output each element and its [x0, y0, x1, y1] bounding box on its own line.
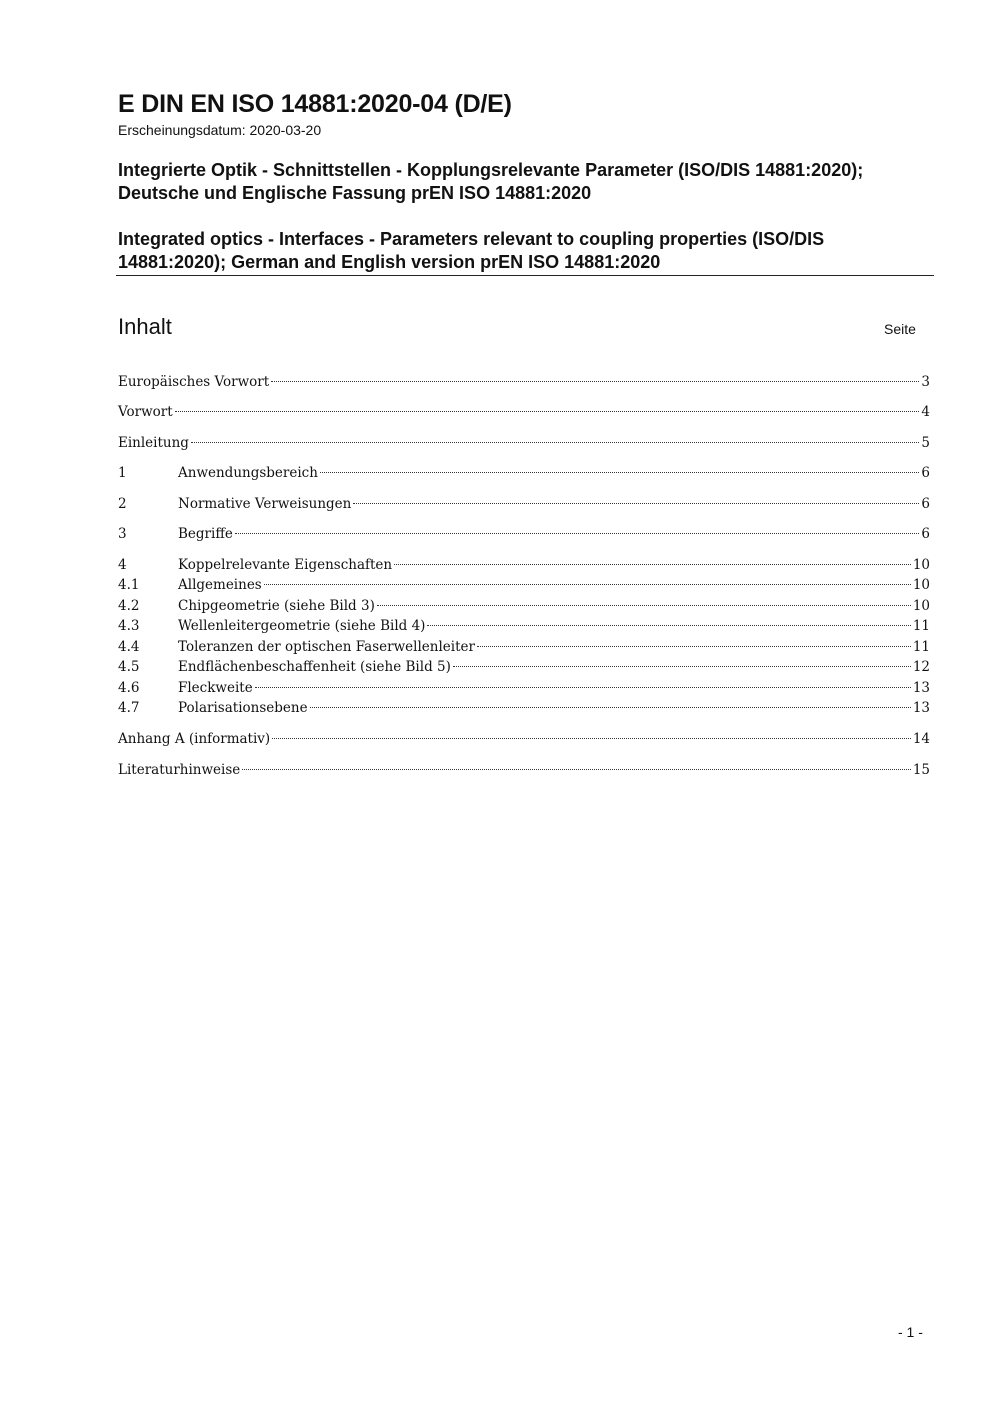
toc-entry-title: Polarisationsebene: [178, 700, 308, 716]
toc-dot-leader: [264, 583, 911, 585]
toc-entry-title: Einleitung: [118, 435, 189, 451]
toc-heading: Inhalt: [118, 314, 172, 339]
toc-dot-leader: [242, 768, 911, 770]
toc-dot-leader: [353, 502, 919, 504]
toc-entry-title: Chipgeometrie (siehe Bild 3): [178, 598, 375, 614]
title-english: Integrated optics - Interfaces - Parameters relevant to coupling properties (ISO/DIS 14881:2020); German and English version prEN ISO 14881:2020: [118, 229, 825, 272]
toc-entry-title: Allgemeines: [178, 577, 262, 593]
toc-entry[interactable]: [118, 657, 930, 677]
toc-entry-page: 11: [912, 639, 930, 655]
toc-dot-leader: [272, 737, 911, 739]
toc-page-column-label: Seite: [884, 321, 916, 337]
toc-entry-title: Anhang A (informativ): [118, 731, 271, 747]
toc-entry-page: 15: [912, 762, 930, 778]
toc-entry[interactable]: [118, 494, 930, 514]
toc-entry-title: Toleranzen der optischen Faserwellenleiter: [178, 639, 475, 655]
toc-entry-page: 6: [921, 526, 930, 542]
toc-entry[interactable]: [118, 524, 930, 544]
toc-entry[interactable]: [118, 402, 930, 422]
toc-entry-number: 4.3: [118, 618, 140, 634]
toc-entry-page: 10: [912, 557, 930, 573]
toc-entry-title: Normative Verweisungen: [178, 496, 352, 512]
toc-entry-page: 10: [912, 577, 930, 593]
toc-dot-leader: [271, 380, 919, 382]
toc-entry-number: 4.1: [118, 577, 140, 593]
toc-entry[interactable]: [118, 678, 930, 698]
document-id: E DIN EN ISO 14881:2020-04 (D/E): [118, 90, 512, 118]
footer-page-number: - 1 -: [898, 1324, 923, 1340]
toc-dot-leader: [310, 706, 911, 708]
toc-entry-number: 3: [118, 526, 127, 542]
toc-dot-leader: [191, 441, 919, 443]
toc-entry[interactable]: [118, 760, 930, 780]
toc-entry-title: Europäisches Vorwort: [118, 374, 270, 390]
toc-entry-page: 13: [912, 680, 930, 696]
toc-entry-number: 1: [118, 465, 127, 481]
toc-entry[interactable]: [118, 698, 930, 718]
toc-entry-page: 14: [912, 731, 930, 747]
toc-entry-title: Anwendungsbereich: [178, 465, 318, 481]
toc-entry-page: 3: [921, 374, 930, 390]
toc-entry-page: 5: [921, 435, 930, 451]
toc-entry-page: 6: [921, 496, 930, 512]
toc-dot-leader: [477, 645, 911, 647]
toc-entry[interactable]: [118, 372, 930, 392]
header-divider: [116, 275, 934, 276]
publication-date: Erscheinungsdatum: 2020-03-20: [118, 122, 322, 138]
toc-dot-leader: [453, 665, 911, 667]
toc-entry[interactable]: [118, 433, 930, 453]
toc-dot-leader: [175, 410, 920, 412]
toc-dot-leader: [255, 686, 911, 688]
toc-entry[interactable]: [118, 616, 930, 636]
title-german: Integrierte Optik - Schnittstellen - Kopplungsrelevante Parameter (ISO/DIS 14881:2020); Deutsche und Englische Fassung prEN ISO 14881:2020: [118, 160, 864, 203]
toc-dot-leader: [320, 471, 919, 473]
toc-entry-number: 4.2: [118, 598, 140, 614]
toc-entry-number: 4.6: [118, 680, 140, 696]
toc-entry-page: 6: [921, 465, 930, 481]
toc-entry-page: 4: [921, 404, 930, 420]
toc-dot-leader: [377, 604, 911, 606]
toc-entry-title: Vorwort: [118, 404, 173, 420]
toc-entry-page: 10: [912, 598, 930, 614]
toc-dot-leader: [235, 532, 920, 534]
toc-entry-number: 4.4: [118, 639, 140, 655]
toc-entry-number: 4: [118, 557, 127, 573]
toc-entry-title: Fleckweite: [178, 680, 253, 696]
toc-entry-title: Literaturhinweise: [118, 762, 241, 778]
toc-entry-number: 4.5: [118, 659, 140, 675]
toc-entry[interactable]: [118, 463, 930, 483]
toc-entry[interactable]: [118, 575, 930, 595]
toc-dot-leader: [427, 624, 910, 626]
toc-entry-number: 4.7: [118, 700, 140, 716]
toc-entry[interactable]: [118, 596, 930, 616]
toc-entry-title: Wellenleitergeometrie (siehe Bild 4): [178, 618, 426, 634]
toc-entry[interactable]: [118, 555, 930, 575]
toc-entry-page: 11: [912, 618, 930, 634]
toc-entry-title: Endflächenbeschaffenheit (siehe Bild 5): [178, 659, 451, 675]
toc-entry-title: Koppelrelevante Eigenschaften: [178, 557, 393, 573]
toc-entry[interactable]: [118, 729, 930, 749]
toc-entry[interactable]: [118, 637, 930, 657]
toc-entry-title: Begriffe: [178, 526, 233, 542]
toc-entry-page: 12: [912, 659, 930, 675]
toc-dot-leader: [394, 563, 911, 565]
toc-entry-number: 2: [118, 496, 127, 512]
toc-entry-page: 13: [912, 700, 930, 716]
